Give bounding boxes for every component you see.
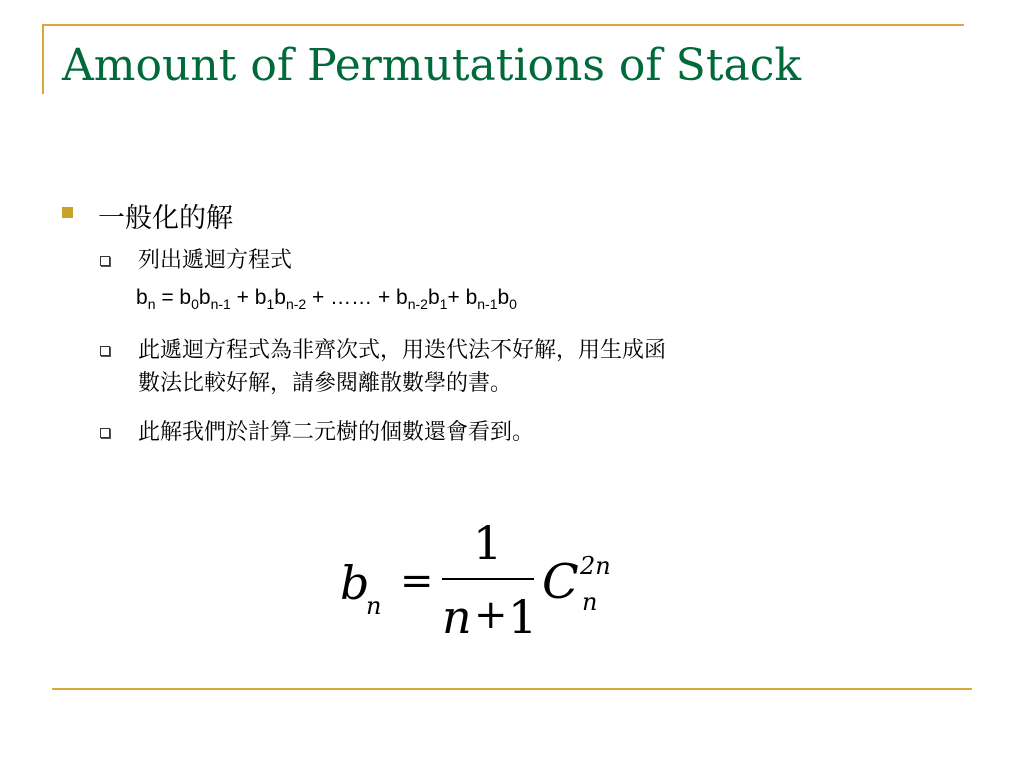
top-rule [42,24,964,26]
formula-denominator-plus: + [474,592,508,638]
formula-C-subscript: n [582,588,598,616]
formula-denominator-one: 1 [508,590,538,644]
sub-bullet-text: 列出遞迴方程式 [138,248,293,273]
formula-denominator-n: n [442,590,472,644]
formula-numerator: 1 [473,516,503,570]
sub-bullet-text: 此解我們於計算二元樹的個數還會看到。 [138,420,535,445]
catalan-formula [330,516,650,656]
formula-C: C [542,554,579,610]
recurrence-equation: $b_n = b_0b_{n-1} + b_1b_{n-2}$ + …… + $b_{n-2}b_1+ b_{n-1}b_0$ [136,286,517,312]
square-bullet-icon [62,207,73,218]
hollow-square-bullet-icon [100,428,110,438]
formula-b: b [340,556,370,610]
formula-b-subscript: n [366,592,382,620]
bullet-main-text: 一般化的解 [98,203,233,234]
formula-equals: = [400,558,434,604]
sub-bullet-text-line2: 數法比較好解，請參閱離散數學的書。 [138,371,513,396]
hollow-square-bullet-icon [100,346,110,356]
formula-C-superscript: 2n [580,552,611,580]
fraction-bar [442,578,534,580]
left-rule [42,24,44,94]
hollow-square-bullet-icon [100,256,110,266]
bottom-rule [52,688,972,690]
sub-bullet-text-line1: 此遞迴方程式為非齊次式，用迭代法不好解，用生成函 [138,338,667,363]
slide-title: Amount of Permutations of Stack [62,40,802,91]
